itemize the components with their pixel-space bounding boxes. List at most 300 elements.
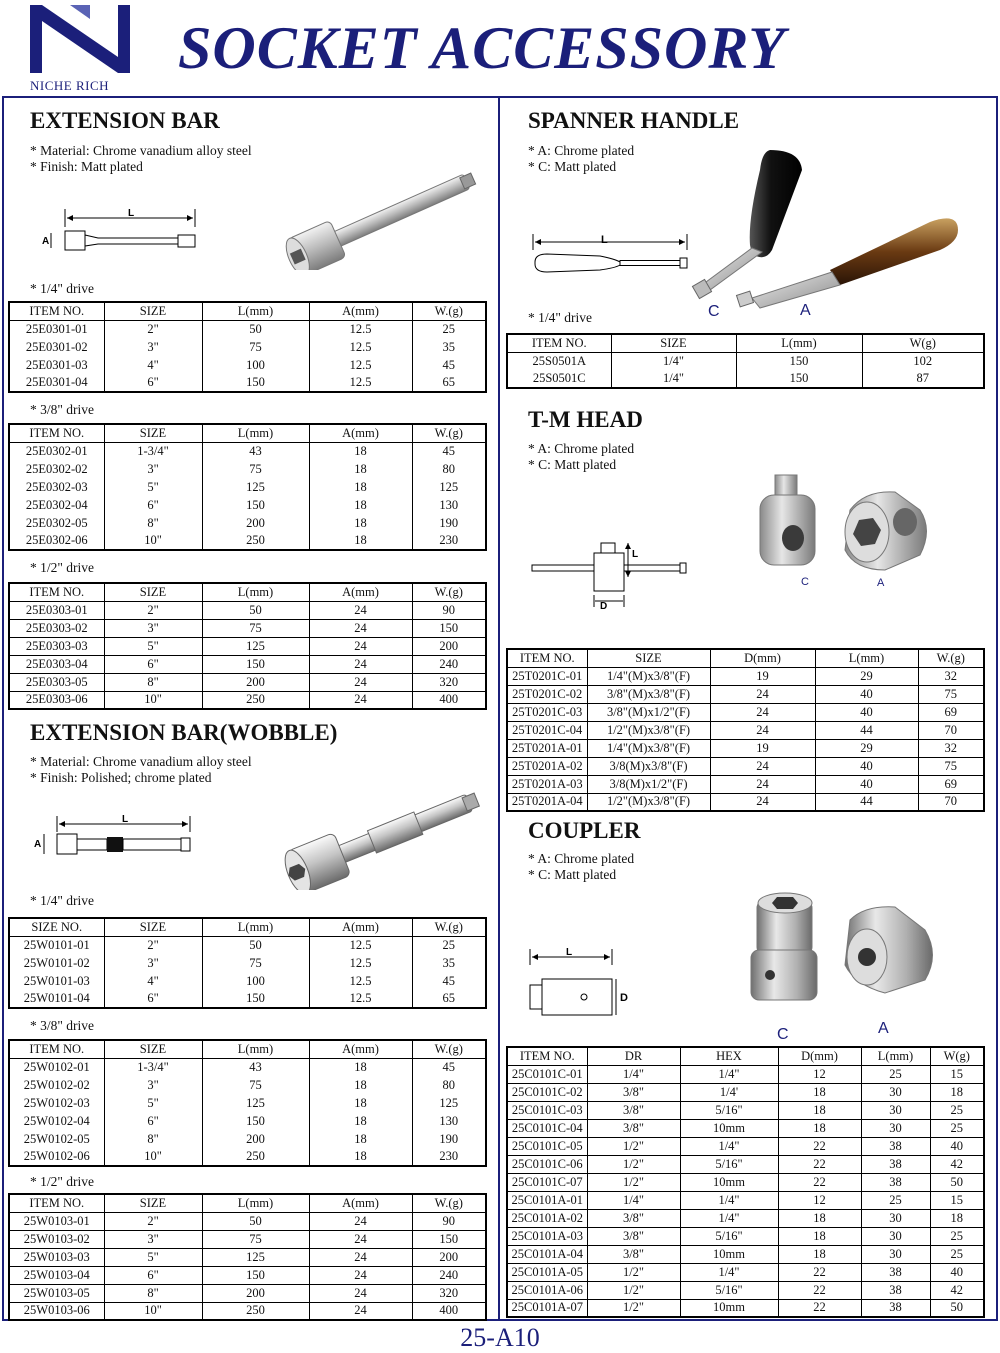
table-row (507, 1191, 984, 1209)
table-cell: 25E0302-01 (9, 442, 104, 460)
table-cell: 12.5 (309, 972, 412, 990)
column-header: SIZE (104, 302, 202, 320)
table-cell: 24 (309, 619, 412, 637)
table-extension-bar-1-4 (8, 301, 487, 393)
table-cell: 1-3/4" (104, 1058, 202, 1076)
table-cell: 25W0103-05 (9, 1284, 104, 1302)
table-cell: 69 (918, 775, 984, 793)
table-row (507, 667, 984, 685)
table-row (507, 1101, 984, 1119)
table-cell: 18 (309, 514, 412, 532)
table-row (9, 496, 486, 514)
table-cell: 1/4" (680, 1137, 778, 1155)
table-cell: 25C0101C-03 (507, 1101, 587, 1119)
column-header: D(mm) (710, 649, 815, 667)
column-header: A(mm) (309, 1194, 412, 1212)
column-header: SIZE NO. (9, 918, 104, 936)
table-row (9, 691, 486, 709)
table-cell: 25E0303-02 (9, 619, 104, 637)
table-row (9, 637, 486, 655)
table-cell: 25E0302-05 (9, 514, 104, 532)
table-cell: 90 (412, 601, 486, 619)
table-cell: 24 (710, 757, 815, 775)
table-cell: 25 (412, 936, 486, 954)
table-row (507, 1227, 984, 1245)
table-cell: 100 (202, 972, 309, 990)
table-row (507, 1155, 984, 1173)
table-cell: 2" (104, 601, 202, 619)
table-cell: 1/4" (587, 1065, 680, 1083)
table-cell: 25E0303-01 (9, 601, 104, 619)
table-cell: 250 (202, 532, 309, 550)
column-header: ITEM NO. (9, 1040, 104, 1058)
table-cell: 18 (309, 1094, 412, 1112)
table-cell: 6" (104, 1112, 202, 1130)
table-row (9, 442, 486, 460)
table-cell: 75 (202, 338, 309, 356)
table-cell: 15 (930, 1065, 984, 1083)
table-tm-head (506, 648, 985, 812)
table-cell: 15 (930, 1191, 984, 1209)
table-cell: 25E0301-04 (9, 374, 104, 392)
table-cell: 320 (412, 1284, 486, 1302)
table-cell: 38 (861, 1173, 930, 1191)
table-header-row (9, 424, 486, 442)
table-header-row (9, 1194, 486, 1212)
table-row (9, 655, 486, 673)
table-cell: 18 (930, 1209, 984, 1227)
table-cell: 6" (104, 655, 202, 673)
table-cell: 25C0101C-01 (507, 1065, 587, 1083)
table-cell: 10" (104, 1148, 202, 1166)
table-cell: 12.5 (309, 356, 412, 374)
table-cell: 30 (861, 1101, 930, 1119)
table-cell: 25T0201C-02 (507, 685, 587, 703)
table-cell: 18 (309, 1058, 412, 1076)
table-cell: 250 (202, 1148, 309, 1166)
table-row (507, 1065, 984, 1083)
table-header-row (507, 334, 984, 352)
table-cell: 38 (861, 1137, 930, 1155)
table-row (9, 1212, 486, 1230)
table-header-row (9, 918, 486, 936)
diagram-label-d: D (600, 601, 608, 610)
table-cell: 6" (104, 496, 202, 514)
table-cell: 10" (104, 691, 202, 709)
table-cell: 1/4' (680, 1083, 778, 1101)
table-cell: 6" (104, 990, 202, 1008)
table-cell: 1/4" (680, 1263, 778, 1281)
table-cell: 18 (778, 1245, 861, 1263)
tm-head-diagram (528, 535, 693, 610)
table-cell: 5/16" (680, 1281, 778, 1299)
table-cell: 25T0201C-04 (507, 721, 587, 739)
column-header: ITEM NO. (9, 583, 104, 601)
table-cell: 25W0102-06 (9, 1148, 104, 1166)
table-cell: 22 (778, 1155, 861, 1173)
table-cell: 38 (861, 1155, 930, 1173)
coupler-photo (745, 885, 945, 1015)
table-cell: 1/4" (587, 1191, 680, 1209)
table-cell: 18 (309, 1112, 412, 1130)
table-cell: 42 (930, 1281, 984, 1299)
column-header: SIZE (104, 424, 202, 442)
table-cell: 12.5 (309, 374, 412, 392)
table-wobble-1-4 (8, 917, 487, 1009)
table-cell: 70 (918, 793, 984, 811)
note-material: * Material: Chrome vanadium alloy steel (30, 143, 252, 158)
table-cell: 25E0302-04 (9, 496, 104, 514)
table-cell: 19 (710, 739, 815, 757)
table-cell: 25T0201C-03 (507, 703, 587, 721)
table-cell: 25E0302-03 (9, 478, 104, 496)
table-cell: 30 (861, 1245, 930, 1263)
table-spanner-handle (506, 333, 985, 389)
table-cell: 19 (710, 667, 815, 685)
table-cell: 25 (930, 1119, 984, 1137)
table-cell: 25W0102-05 (9, 1130, 104, 1148)
table-extension-bar-3-8 (8, 423, 487, 551)
column-header: D(mm) (778, 1047, 861, 1065)
diagram-label-a: A (34, 839, 42, 850)
table-cell: 5/16" (680, 1155, 778, 1173)
column-header: ITEM NO. (507, 649, 587, 667)
table-row (9, 338, 486, 356)
table-cell: 18 (309, 1076, 412, 1094)
table-cell: 2" (104, 936, 202, 954)
table-cell: 45 (412, 972, 486, 990)
section-title-tm-head: T-M HEAD (528, 407, 643, 432)
table-cell: 12 (778, 1065, 861, 1083)
column-header: ITEM NO. (9, 1194, 104, 1212)
table-cell: 70 (918, 721, 984, 739)
column-header: SIZE (104, 1194, 202, 1212)
table-row (9, 374, 486, 392)
table-cell: 25C0101C-02 (507, 1083, 587, 1101)
table-cell: 35 (412, 954, 486, 972)
column-header: W.(g) (918, 649, 984, 667)
drive-label: * 3/8" drive (30, 402, 94, 417)
table-cell: 24 (710, 685, 815, 703)
table-header-row (507, 1047, 984, 1065)
table-cell: 75 (202, 1230, 309, 1248)
table-cell: 87 (862, 370, 984, 388)
table-cell: 230 (412, 532, 486, 550)
table-header-row (9, 302, 486, 320)
diagram-label-d: D (620, 992, 628, 1004)
table-cell: 1/4"(M)x3/8"(F) (587, 739, 710, 757)
table-cell: 24 (309, 637, 412, 655)
table-row (507, 685, 984, 703)
column-header: ITEM NO. (507, 334, 611, 352)
table-row (507, 739, 984, 757)
table-cell: 1/4" (680, 1209, 778, 1227)
table-cell: 30 (861, 1083, 930, 1101)
column-header: L(mm) (202, 424, 309, 442)
table-cell: 250 (202, 691, 309, 709)
table-cell: 100 (202, 356, 309, 374)
table-cell: 44 (815, 721, 918, 739)
table-row (507, 1299, 984, 1317)
table-cell: 3" (104, 954, 202, 972)
column-header: L(mm) (815, 649, 918, 667)
table-cell: 200 (412, 1248, 486, 1266)
table-cell: 25E0301-02 (9, 338, 104, 356)
table-row (507, 703, 984, 721)
table-cell: 50 (202, 601, 309, 619)
table-cell: 40 (815, 775, 918, 793)
table-row (9, 1230, 486, 1248)
table-row (9, 1248, 486, 1266)
table-cell: 50 (202, 1212, 309, 1230)
table-cell: 25T0201A-04 (507, 793, 587, 811)
table-cell: 10mm (680, 1173, 778, 1191)
table-row (9, 601, 486, 619)
table-cell: 125 (202, 1248, 309, 1266)
table-header-row (507, 649, 984, 667)
table-cell: 22 (778, 1299, 861, 1317)
table-wobble-1-2 (8, 1193, 487, 1321)
spanner-handle-photo (690, 150, 965, 310)
table-cell: 12.5 (309, 990, 412, 1008)
table-cell: 24 (309, 1230, 412, 1248)
brand-name: NICHE RICH (30, 78, 110, 93)
table-row (9, 954, 486, 972)
column-header: ITEM NO. (9, 424, 104, 442)
photo-label-c: C (708, 303, 720, 320)
table-cell: 35 (412, 338, 486, 356)
table-cell: 1/4" (680, 1191, 778, 1209)
table-cell: 1/2" (587, 1281, 680, 1299)
table-cell: 1/4" (680, 1065, 778, 1083)
table-cell: 25T0201A-03 (507, 775, 587, 793)
wobble-photo (272, 785, 494, 890)
table-row (9, 619, 486, 637)
table-cell: 5" (104, 1248, 202, 1266)
table-cell: 18 (778, 1083, 861, 1101)
table-cell: 25W0102-02 (9, 1076, 104, 1094)
table-cell: 25W0102-03 (9, 1094, 104, 1112)
table-cell: 25W0102-01 (9, 1058, 104, 1076)
table-cell: 125 (202, 637, 309, 655)
table-cell: 3/8"(M)x1/2"(F) (587, 703, 710, 721)
drive-label: * 1/2" drive (30, 1174, 94, 1189)
table-cell: 30 (861, 1119, 930, 1137)
table-cell: 25W0103-02 (9, 1230, 104, 1248)
table-cell: 24 (309, 1212, 412, 1230)
column-header: L(mm) (736, 334, 862, 352)
drive-label: * 1/4" drive (528, 310, 592, 325)
table-cell: 3/8" (587, 1101, 680, 1119)
table-row (9, 673, 486, 691)
table-cell: 65 (412, 374, 486, 392)
table-cell: 75 (202, 954, 309, 972)
table-cell: 5" (104, 1094, 202, 1112)
drive-label: * 1/2" drive (30, 560, 94, 575)
table-cell: 125 (412, 1094, 486, 1112)
table-row (9, 514, 486, 532)
note-a: * A: Chrome plated (528, 143, 635, 158)
table-cell: 5" (104, 637, 202, 655)
table-cell: 25E0302-06 (9, 532, 104, 550)
table-cell: 2" (104, 320, 202, 338)
table-cell: 150 (202, 990, 309, 1008)
table-header-row (9, 583, 486, 601)
table-row (507, 1137, 984, 1155)
column-header: L(mm) (202, 918, 309, 936)
table-cell: 3/8" (587, 1245, 680, 1263)
table-row (9, 1094, 486, 1112)
table-cell: 1/2" (587, 1155, 680, 1173)
table-cell: 22 (778, 1263, 861, 1281)
table-cell: 3/8" (587, 1209, 680, 1227)
table-cell: 43 (202, 1058, 309, 1076)
table-cell: 25E0303-06 (9, 691, 104, 709)
table-cell: 12.5 (309, 954, 412, 972)
table-cell: 240 (412, 655, 486, 673)
column-header: SIZE (611, 334, 736, 352)
table-row (9, 972, 486, 990)
table-cell: 50 (202, 936, 309, 954)
table-cell: 1/2" (587, 1137, 680, 1155)
table-cell: 200 (202, 514, 309, 532)
table-row (9, 1284, 486, 1302)
table-cell: 2" (104, 1212, 202, 1230)
table-cell: 25 (412, 320, 486, 338)
table-cell: 24 (309, 673, 412, 691)
diagram-label-l: L (128, 208, 135, 219)
table-row (9, 1058, 486, 1076)
note-c: * C: Matt plated (528, 159, 617, 174)
diagram-label-l: L (122, 814, 129, 825)
column-header: A(mm) (309, 302, 412, 320)
table-cell: 25E0301-01 (9, 320, 104, 338)
column-header: SIZE (104, 583, 202, 601)
table-cell: 1/2"(M)x3/8"(F) (587, 793, 710, 811)
drive-label: * 1/4" drive (30, 281, 94, 296)
spanner-handle-diagram (525, 232, 695, 277)
table-cell: 150 (202, 1266, 309, 1284)
table-row (507, 1263, 984, 1281)
table-coupler (506, 1046, 985, 1318)
table-cell: 43 (202, 442, 309, 460)
table-cell: 125 (412, 478, 486, 496)
table-cell: 45 (412, 1058, 486, 1076)
table-cell: 5/16" (680, 1227, 778, 1245)
table-cell: 75 (202, 619, 309, 637)
wobble-diagram (30, 812, 195, 860)
table-row (9, 1148, 486, 1166)
diagram-label-l: L (601, 234, 608, 246)
table-cell: 18 (778, 1227, 861, 1245)
table-cell: 24 (309, 1266, 412, 1284)
table-cell: 125 (202, 478, 309, 496)
table-cell: 1-3/4" (104, 442, 202, 460)
table-cell: 190 (412, 1130, 486, 1148)
table-cell: 25E0303-05 (9, 673, 104, 691)
diagram-label-a: A (42, 236, 50, 247)
photo-label-a: A (877, 577, 885, 589)
table-cell: 24 (710, 775, 815, 793)
table-row (507, 1119, 984, 1137)
table-cell: 80 (412, 460, 486, 478)
table-cell: 18 (778, 1119, 861, 1137)
table-cell: 38 (861, 1281, 930, 1299)
table-cell: 25T0201C-01 (507, 667, 587, 685)
table-cell: 12.5 (309, 320, 412, 338)
table-cell: 1/4" (611, 370, 736, 388)
table-cell: 25C0101C-05 (507, 1137, 587, 1155)
column-header: W.(g) (412, 1040, 486, 1058)
table-cell: 18 (309, 496, 412, 514)
table-cell: 25 (861, 1191, 930, 1209)
table-cell: 10" (104, 532, 202, 550)
table-cell: 75 (918, 685, 984, 703)
table-cell: 24 (710, 703, 815, 721)
page-title: SOCKET ACCESSORY (178, 15, 786, 81)
table-cell: 25E0303-03 (9, 637, 104, 655)
table-cell: 8" (104, 1284, 202, 1302)
table-cell: 32 (918, 667, 984, 685)
table-cell: 3/8" (587, 1083, 680, 1101)
table-cell: 69 (918, 703, 984, 721)
diagram-label-l: L (632, 549, 639, 560)
table-cell: 200 (412, 637, 486, 655)
table-wobble-3-8 (8, 1039, 487, 1167)
photo-label-a: A (878, 1020, 889, 1037)
table-cell: 200 (202, 1130, 309, 1148)
diagram-label-l: L (566, 947, 573, 958)
photo-label-c: C (777, 1026, 789, 1043)
table-cell: 1/2" (587, 1173, 680, 1191)
table-cell: 18 (309, 532, 412, 550)
column-header: L(mm) (202, 302, 309, 320)
note-finish: * Finish: Matt plated (30, 159, 143, 174)
table-cell: 130 (412, 1112, 486, 1130)
column-header: A(mm) (309, 424, 412, 442)
table-cell: 25C0101A-05 (507, 1263, 587, 1281)
table-cell: 25C0101A-07 (507, 1299, 587, 1317)
table-cell: 10mm (680, 1299, 778, 1317)
column-header: HEX (680, 1047, 778, 1065)
table-cell: 18 (309, 478, 412, 496)
table-cell: 8" (104, 514, 202, 532)
page-number: 25-A10 (460, 1323, 540, 1352)
table-cell: 10mm (680, 1119, 778, 1137)
table-cell: 12.5 (309, 338, 412, 356)
table-row (9, 478, 486, 496)
table-cell: 25C0101A-02 (507, 1209, 587, 1227)
tm-head-photo (755, 470, 935, 580)
table-cell: 1/2"(M)x3/8"(F) (587, 721, 710, 739)
table-cell: 25W0101-02 (9, 954, 104, 972)
column-header: W.(g) (412, 918, 486, 936)
table-row (507, 793, 984, 811)
table-cell: 45 (412, 356, 486, 374)
note-a: * A: Chrome plated (528, 851, 635, 866)
drive-label: * 1/4" drive (30, 893, 94, 908)
table-cell: 320 (412, 673, 486, 691)
table-cell: 25S0501C (507, 370, 611, 388)
note-c: * C: Matt plated (528, 457, 617, 472)
table-cell: 75 (202, 1076, 309, 1094)
table-cell: 24 (309, 691, 412, 709)
photo-label-c: C (801, 576, 809, 588)
table-row (507, 370, 984, 388)
table-cell: 240 (412, 1266, 486, 1284)
table-cell: 25C0101A-03 (507, 1227, 587, 1245)
table-row (9, 356, 486, 374)
